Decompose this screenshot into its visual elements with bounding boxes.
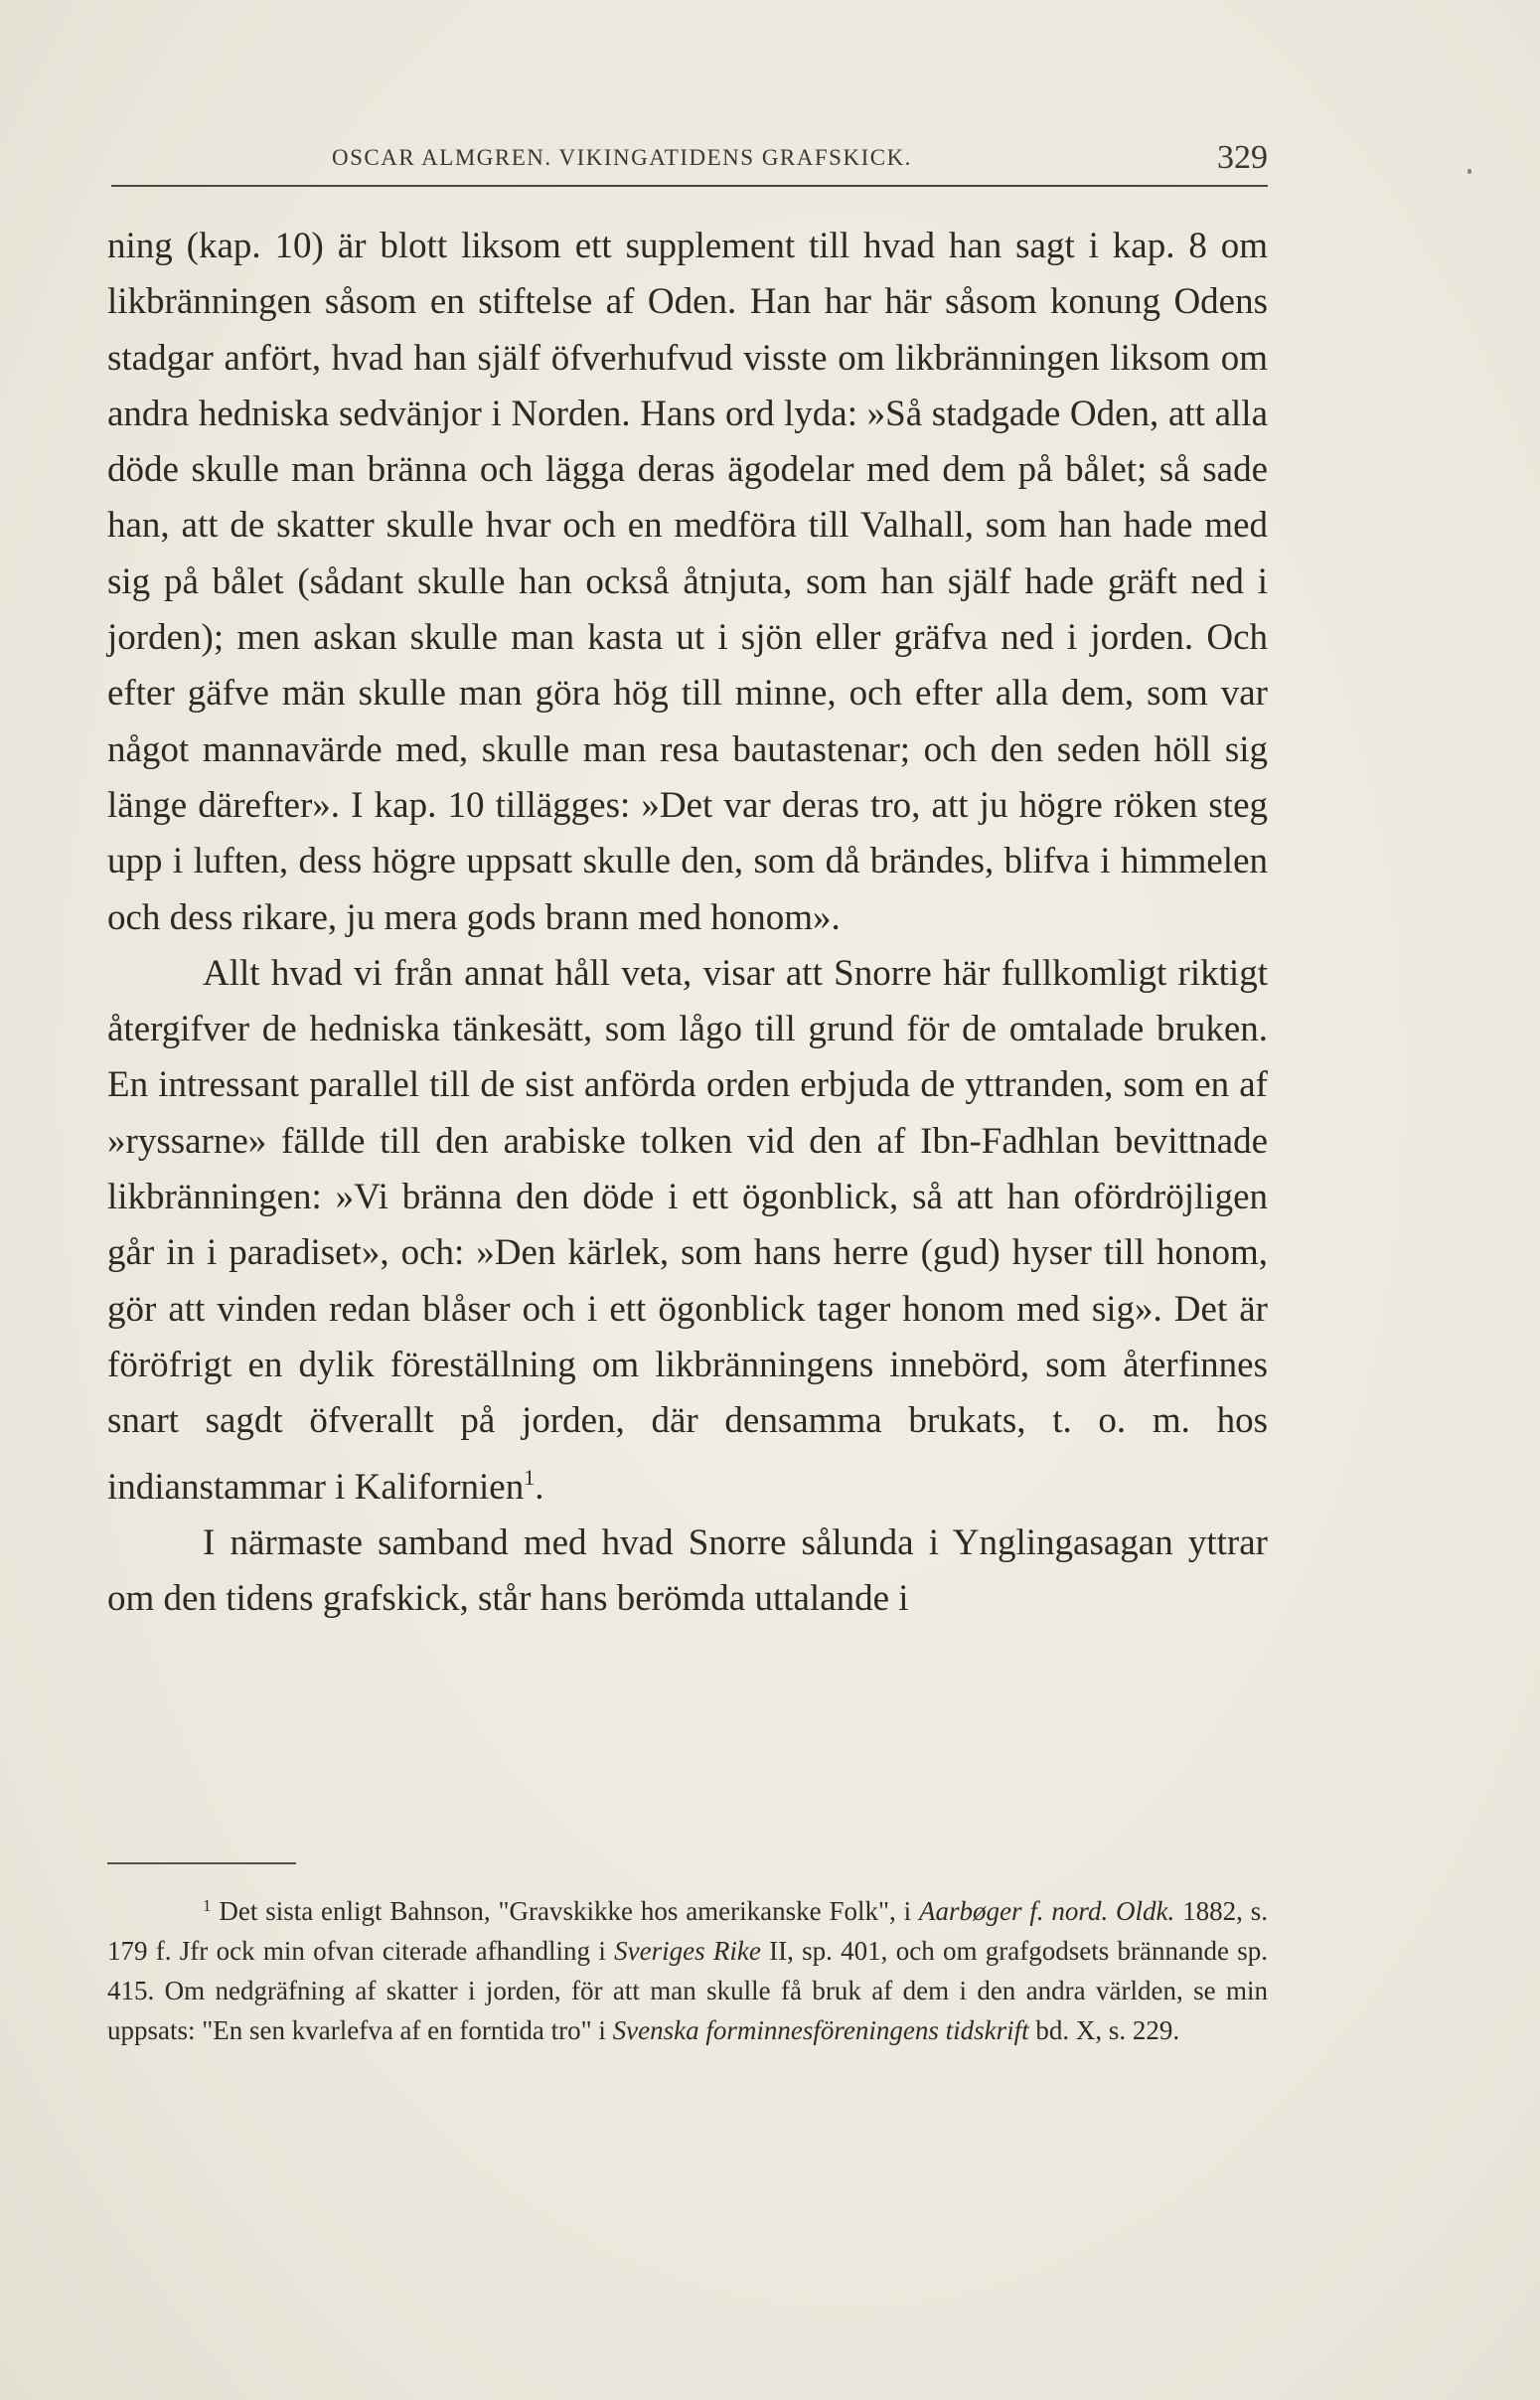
footnote-text-2: 1882, s. 179 f. Jfr ock min ofvan citerade afhandling i: [107, 1896, 1268, 1966]
footnote-journal-aarboger: Aarbøger f. nord. Oldk.: [918, 1896, 1175, 1926]
paragraph-snorre-parallel-text: Allt hvad vi från annat håll veta, visar att Snorre här fullkomligt riktigt återgifver de hedniska tänkesätt, som lågo till grund för de omtalade bruken. En intressant parallel till de sist anförda orden erbjuda de yttranden, som en af »ryssarne» fällde till den arabiske tolken vid den af Ibn-Fadhlan bevittnade likbränningen: »Vi bränna den döde i ett ögonblick, så att han ofördröjligen går in i paradiset», och: »Den kärlek, som hans herre (gud) hyser till honom, gör att vinden redan blåser och i ett ögonblick tager honom med sig». Det är föröfrigt en dylik föreställning om likbränningens innebörd, som återfinnes snart sagdt öfverallt på jorden, där densamma brukats, t. o. m. hos indianstammar i Kalifornien: [107, 952, 1268, 1508]
paragraph-end-period: .: [535, 1466, 544, 1508]
body-text: [107, 219, 1268, 1627]
running-head: [111, 139, 1268, 185]
footnote-text-3: II, sp. 401, och om grafgodsets brännande sp. 415. Om nedgräfning af skatter i jorden, för att man skulle få bruk af dem i den andra världen, se min uppsats: "En sen kvarlefva af en forntida tro" i: [107, 1936, 1268, 2045]
page-number: 329: [1217, 139, 1268, 176]
footnote-work-sveriges-rike: Sveriges Rike: [614, 1936, 761, 1966]
footnote: [107, 1886, 1268, 2050]
footnote-reference: 1: [524, 1464, 536, 1490]
paper-speck: [1467, 169, 1471, 174]
paragraph-continuation: ning (kap. 10) är blott liksom ett supplement till hvad han sagt i kap. 8 om likbränningen såsom en stiftelse af Oden. Han har här såsom konung Odens stadgar anfört, hvad han själf öfverhufvud visste om likbränningen liksom om andra hedniska sedvänjor i Norden. Hans ord lyda: »Så stadgade Oden, att alla döde skulle man bränna och lägga deras ägodelar med dem på bålet; så sade han, att de skatter skulle hvar och en medföra till Valhall, som han hade med sig på bålet (sådant skulle han också åtnjuta, som han själf hade gräft ned i jorden); men askan skulle man kasta ut i sjön eller gräfva ned i jorden. Och efter gäfve män skulle man göra hög till minne, och efter alla dem, som var något mannavärde med, skulle man resa bautastenar; och den seden höll sig länge därefter». I kap. 10 tillägges: »Det var deras tro, att ju högre röken steg upp i luften, dess högre uppsatt skulle den, som då brändes, blifva i himmelen och dess rikare, ju mera gods brann med honom».: [107, 226, 1268, 938]
running-title: OSCAR ALMGREN. VIKINGATIDENS GRAFSKICK.: [332, 145, 912, 170]
paragraph-snorre-parallel: [107, 946, 1268, 1516]
header-rule: [111, 185, 1268, 187]
footnote-marker: 1: [203, 1896, 212, 1915]
footnote-rule: [107, 1862, 296, 1864]
footnote-text-1: Det sista enligt Bahnson, "Gravskikke hos amerikanske Folk", i: [211, 1896, 919, 1926]
footnote-journal-svenska-forminnesforeningens: Svenska forminnesföreningens tidskrift: [612, 2015, 1029, 2045]
paragraph-ynglingasaga: I närmaste samband med hvad Snorre sålunda i Ynglingasagan yttrar om den tidens grafskick, står hans berömda uttalande i: [107, 1521, 1268, 1620]
footnote-text-4: bd. X, s. 229.: [1028, 2015, 1180, 2045]
